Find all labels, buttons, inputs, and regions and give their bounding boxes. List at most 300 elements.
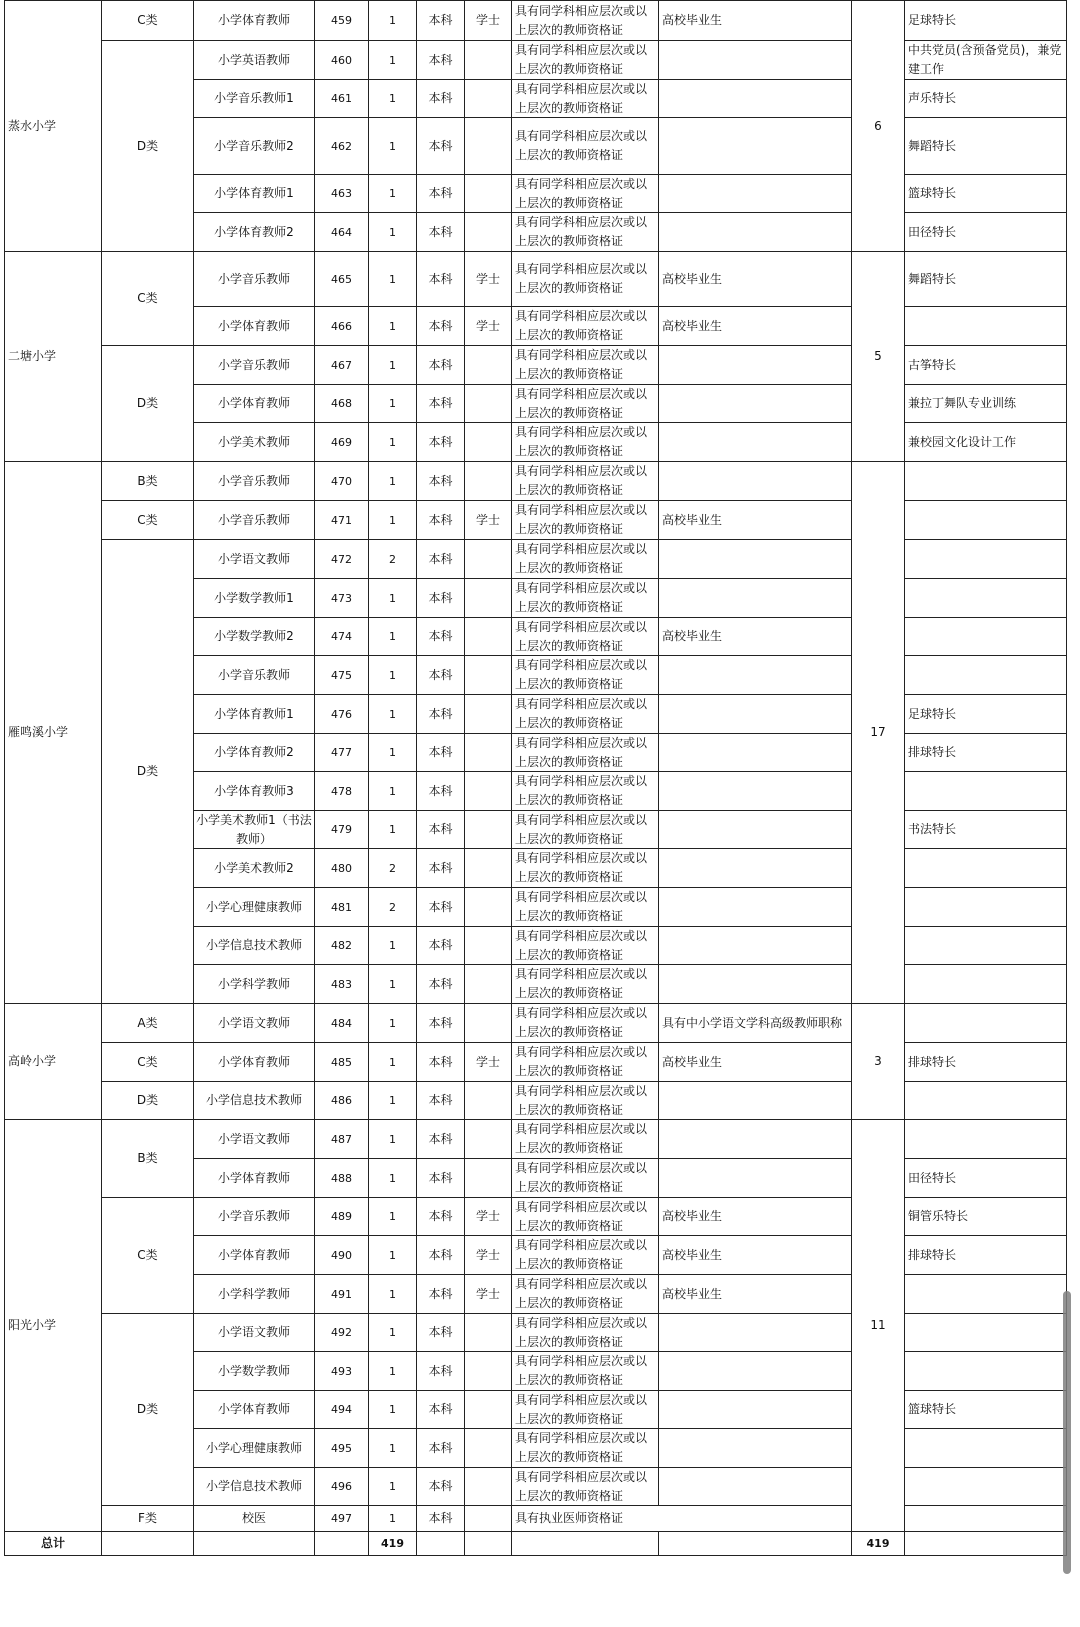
education-cell[interactable]: 本科: [416, 848, 465, 888]
other-requirement-cell[interactable]: [658, 771, 852, 811]
count-cell[interactable]: 1: [368, 1235, 417, 1275]
other-requirement-cell[interactable]: [658, 1119, 852, 1159]
degree-cell[interactable]: [464, 771, 512, 811]
remark-cell[interactable]: [904, 655, 1067, 695]
vertical-scrollbar[interactable]: [1063, 1291, 1071, 1574]
other-requirement-cell[interactable]: [658, 1467, 852, 1506]
position-cell[interactable]: 小学美术教师: [193, 422, 315, 462]
remark-cell[interactable]: [904, 1081, 1067, 1120]
code-cell[interactable]: 469: [314, 422, 369, 462]
remark-cell[interactable]: [904, 1467, 1067, 1506]
remark-cell[interactable]: 足球特长: [904, 0, 1067, 41]
other-requirement-cell[interactable]: [658, 733, 852, 772]
position-cell[interactable]: 小学信息技术教师: [193, 1467, 315, 1506]
code-cell[interactable]: 475: [314, 655, 369, 695]
qualification-cell[interactable]: 具有同学科相应层次或以上层次的教师资格证: [511, 733, 659, 772]
qualification-cell[interactable]: 具有同学科相应层次或以上层次的教师资格证: [511, 306, 659, 346]
education-cell[interactable]: 本科: [416, 79, 465, 118]
qualification-cell[interactable]: 具有同学科相应层次或以上层次的教师资格证: [511, 771, 659, 811]
code-cell[interactable]: 474: [314, 617, 369, 656]
remark-cell[interactable]: [904, 1505, 1067, 1532]
remark-cell[interactable]: 足球特长: [904, 694, 1067, 734]
position-cell[interactable]: 小学英语教师: [193, 40, 315, 80]
category-cell[interactable]: C类: [101, 1042, 194, 1082]
position-cell[interactable]: 小学体育教师: [193, 384, 315, 423]
qualification-cell[interactable]: 具有同学科相应层次或以上层次的教师资格证: [511, 1390, 659, 1429]
count-cell[interactable]: 1: [368, 306, 417, 346]
code-cell[interactable]: 493: [314, 1351, 369, 1391]
count-cell[interactable]: 1: [368, 578, 417, 618]
qualification-cell[interactable]: 具有同学科相应层次或以上层次的教师资格证: [511, 1003, 659, 1043]
count-cell[interactable]: 1: [368, 1505, 417, 1532]
other-requirement-cell[interactable]: 高校毕业生: [658, 500, 852, 540]
remark-cell[interactable]: [904, 1313, 1067, 1352]
education-cell[interactable]: 本科: [416, 578, 465, 618]
education-cell[interactable]: 本科: [416, 1235, 465, 1275]
other-requirement-cell[interactable]: [658, 1313, 852, 1352]
other-requirement-cell[interactable]: [658, 40, 852, 80]
qualification-cell[interactable]: 具有执业医师资格证: [511, 1505, 852, 1532]
education-cell[interactable]: 本科: [416, 422, 465, 462]
count-cell[interactable]: 1: [368, 733, 417, 772]
degree-cell[interactable]: 学士: [464, 1042, 512, 1082]
count-cell[interactable]: 1: [368, 1428, 417, 1468]
degree-cell[interactable]: [464, 655, 512, 695]
education-cell[interactable]: 本科: [416, 617, 465, 656]
degree-cell[interactable]: 学士: [464, 306, 512, 346]
position-cell[interactable]: 小学音乐教师: [193, 1197, 315, 1236]
code-cell[interactable]: 480: [314, 848, 369, 888]
degree-cell[interactable]: 学士: [464, 1274, 512, 1314]
position-cell[interactable]: 小学语文教师: [193, 1313, 315, 1352]
education-cell[interactable]: 本科: [416, 1081, 465, 1120]
code-cell[interactable]: 497: [314, 1505, 369, 1532]
code-cell[interactable]: 471: [314, 500, 369, 540]
code-cell[interactable]: 477: [314, 733, 369, 772]
education-cell[interactable]: 本科: [416, 1390, 465, 1429]
education-cell[interactable]: 本科: [416, 212, 465, 252]
remark-cell[interactable]: 田径特长: [904, 212, 1067, 252]
education-cell[interactable]: 本科: [416, 964, 465, 1004]
count-cell[interactable]: 1: [368, 694, 417, 734]
position-cell[interactable]: 小学信息技术教师: [193, 1081, 315, 1120]
count-cell[interactable]: 1: [368, 212, 417, 252]
count-cell[interactable]: 1: [368, 422, 417, 462]
remark-cell[interactable]: 舞蹈特长: [904, 117, 1067, 175]
education-cell[interactable]: 本科: [416, 1505, 465, 1532]
other-requirement-cell[interactable]: 高校毕业生: [658, 251, 852, 307]
qualification-cell[interactable]: 具有同学科相应层次或以上层次的教师资格证: [511, 384, 659, 423]
count-cell[interactable]: 1: [368, 384, 417, 423]
count-cell[interactable]: 1: [368, 1467, 417, 1506]
code-cell[interactable]: 460: [314, 40, 369, 80]
remark-cell[interactable]: [904, 578, 1067, 618]
education-cell[interactable]: 本科: [416, 1467, 465, 1506]
school-total-cell[interactable]: 11: [851, 1119, 905, 1532]
degree-cell[interactable]: [464, 1428, 512, 1468]
count-cell[interactable]: 1: [368, 500, 417, 540]
other-requirement-cell[interactable]: 高校毕业生: [658, 1042, 852, 1082]
remark-cell[interactable]: 排球特长: [904, 1235, 1067, 1275]
count-cell[interactable]: 2: [368, 887, 417, 927]
category-cell[interactable]: C类: [101, 0, 194, 41]
education-cell[interactable]: 本科: [416, 1119, 465, 1159]
position-cell[interactable]: 小学体育教师2: [193, 733, 315, 772]
qualification-cell[interactable]: 具有同学科相应层次或以上层次的教师资格证: [511, 1467, 659, 1506]
qualification-cell[interactable]: 具有同学科相应层次或以上层次的教师资格证: [511, 1081, 659, 1120]
qualification-cell[interactable]: 具有同学科相应层次或以上层次的教师资格证: [511, 40, 659, 80]
degree-cell[interactable]: [464, 1390, 512, 1429]
remark-cell[interactable]: [904, 771, 1067, 811]
education-cell[interactable]: 本科: [416, 1428, 465, 1468]
count-cell[interactable]: 1: [368, 617, 417, 656]
degree-cell[interactable]: 学士: [464, 251, 512, 307]
education-cell[interactable]: 本科: [416, 810, 465, 849]
remark-cell[interactable]: [904, 539, 1067, 579]
qualification-cell[interactable]: 具有同学科相应层次或以上层次的教师资格证: [511, 1042, 659, 1082]
other-requirement-cell[interactable]: 高校毕业生: [658, 1235, 852, 1275]
count-cell[interactable]: 1: [368, 174, 417, 213]
code-cell[interactable]: 459: [314, 0, 369, 41]
other-requirement-cell[interactable]: [658, 1428, 852, 1468]
qualification-cell[interactable]: 具有同学科相应层次或以上层次的教师资格证: [511, 79, 659, 118]
other-requirement-cell[interactable]: [658, 422, 852, 462]
remark-cell[interactable]: [904, 964, 1067, 1004]
position-cell[interactable]: 小学美术教师1（书法教师）: [193, 810, 315, 849]
other-requirement-cell[interactable]: [658, 345, 852, 385]
code-cell[interactable]: 494: [314, 1390, 369, 1429]
position-cell[interactable]: 小学音乐教师: [193, 251, 315, 307]
school-total-cell[interactable]: 5: [851, 251, 905, 462]
code-cell[interactable]: 486: [314, 1081, 369, 1120]
education-cell[interactable]: 本科: [416, 117, 465, 175]
category-cell[interactable]: B类: [101, 461, 194, 501]
position-cell[interactable]: 小学体育教师: [193, 1235, 315, 1275]
education-cell[interactable]: 本科: [416, 461, 465, 501]
degree-cell[interactable]: [464, 1505, 512, 1532]
remark-cell[interactable]: [904, 848, 1067, 888]
other-requirement-cell[interactable]: 高校毕业生: [658, 0, 852, 41]
degree-cell[interactable]: 学士: [464, 1197, 512, 1236]
degree-cell[interactable]: [464, 887, 512, 927]
education-cell[interactable]: 本科: [416, 926, 465, 965]
code-cell[interactable]: 476: [314, 694, 369, 734]
remark-cell[interactable]: 篮球特长: [904, 174, 1067, 213]
qualification-cell[interactable]: 具有同学科相应层次或以上层次的教师资格证: [511, 461, 659, 501]
qualification-cell[interactable]: 具有同学科相应层次或以上层次的教师资格证: [511, 810, 659, 849]
position-cell[interactable]: 小学科学教师: [193, 964, 315, 1004]
code-cell[interactable]: 463: [314, 174, 369, 213]
remark-cell[interactable]: [904, 887, 1067, 927]
count-cell[interactable]: 1: [368, 117, 417, 175]
count-cell[interactable]: 1: [368, 461, 417, 501]
other-requirement-cell[interactable]: [658, 848, 852, 888]
other-requirement-cell[interactable]: [658, 384, 852, 423]
qualification-cell[interactable]: 具有同学科相应层次或以上层次的教师资格证: [511, 500, 659, 540]
qualification-cell[interactable]: 具有同学科相应层次或以上层次的教师资格证: [511, 964, 659, 1004]
education-cell[interactable]: 本科: [416, 1003, 465, 1043]
education-cell[interactable]: 本科: [416, 771, 465, 811]
remark-cell[interactable]: [904, 1003, 1067, 1043]
school-name-cell[interactable]: 高岭小学: [4, 1003, 102, 1120]
education-cell[interactable]: 本科: [416, 694, 465, 734]
qualification-cell[interactable]: 具有同学科相应层次或以上层次的教师资格证: [511, 1313, 659, 1352]
count-cell[interactable]: 2: [368, 539, 417, 579]
education-cell[interactable]: 本科: [416, 251, 465, 307]
other-requirement-cell[interactable]: [658, 1158, 852, 1198]
category-cell[interactable]: B类: [101, 1119, 194, 1198]
position-cell[interactable]: 小学体育教师2: [193, 212, 315, 252]
remark-cell[interactable]: 古筝特长: [904, 345, 1067, 385]
qualification-cell[interactable]: 具有同学科相应层次或以上层次的教师资格证: [511, 1197, 659, 1236]
position-cell[interactable]: 小学语文教师: [193, 1003, 315, 1043]
other-requirement-cell[interactable]: 具有中小学语文学科高级教师职称: [658, 1003, 852, 1043]
position-cell[interactable]: 小学心理健康教师: [193, 887, 315, 927]
code-cell[interactable]: 481: [314, 887, 369, 927]
category-cell[interactable]: F类: [101, 1505, 194, 1532]
code-cell[interactable]: 465: [314, 251, 369, 307]
code-cell[interactable]: 489: [314, 1197, 369, 1236]
degree-cell[interactable]: [464, 40, 512, 80]
position-cell[interactable]: 小学体育教师: [193, 1158, 315, 1198]
school-total-cell[interactable]: 6: [851, 0, 905, 252]
count-cell[interactable]: 1: [368, 1390, 417, 1429]
qualification-cell[interactable]: 具有同学科相应层次或以上层次的教师资格证: [511, 926, 659, 965]
code-cell[interactable]: 485: [314, 1042, 369, 1082]
qualification-cell[interactable]: 具有同学科相应层次或以上层次的教师资格证: [511, 1428, 659, 1468]
degree-cell[interactable]: [464, 926, 512, 965]
count-cell[interactable]: 2: [368, 848, 417, 888]
position-cell[interactable]: 小学体育教师3: [193, 771, 315, 811]
school-name-cell[interactable]: 阳光小学: [4, 1119, 102, 1532]
count-cell[interactable]: 1: [368, 1197, 417, 1236]
category-cell[interactable]: D类: [101, 1313, 194, 1506]
education-cell[interactable]: 本科: [416, 1158, 465, 1198]
position-cell[interactable]: 小学音乐教师: [193, 345, 315, 385]
position-cell[interactable]: 小学体育教师: [193, 1390, 315, 1429]
other-requirement-cell[interactable]: [658, 1351, 852, 1391]
other-requirement-cell[interactable]: [658, 79, 852, 118]
count-cell[interactable]: 1: [368, 1158, 417, 1198]
position-cell[interactable]: 小学语文教师: [193, 1119, 315, 1159]
count-cell[interactable]: 1: [368, 771, 417, 811]
position-cell[interactable]: 小学心理健康教师: [193, 1428, 315, 1468]
other-requirement-cell[interactable]: [658, 461, 852, 501]
code-cell[interactable]: 461: [314, 79, 369, 118]
other-requirement-cell[interactable]: [658, 1081, 852, 1120]
code-cell[interactable]: 492: [314, 1313, 369, 1352]
code-cell[interactable]: 462: [314, 117, 369, 175]
qualification-cell[interactable]: 具有同学科相应层次或以上层次的教师资格证: [511, 117, 659, 175]
qualification-cell[interactable]: 具有同学科相应层次或以上层次的教师资格证: [511, 655, 659, 695]
qualification-cell[interactable]: 具有同学科相应层次或以上层次的教师资格证: [511, 1351, 659, 1391]
remark-cell[interactable]: [904, 1274, 1067, 1314]
education-cell[interactable]: 本科: [416, 0, 465, 41]
code-cell[interactable]: 468: [314, 384, 369, 423]
qualification-cell[interactable]: 具有同学科相应层次或以上层次的教师资格证: [511, 694, 659, 734]
count-cell[interactable]: 1: [368, 1313, 417, 1352]
qualification-cell[interactable]: 具有同学科相应层次或以上层次的教师资格证: [511, 1158, 659, 1198]
degree-cell[interactable]: [464, 1119, 512, 1159]
other-requirement-cell[interactable]: [658, 694, 852, 734]
education-cell[interactable]: 本科: [416, 174, 465, 213]
remark-cell[interactable]: 书法特长: [904, 810, 1067, 849]
remark-cell[interactable]: [904, 617, 1067, 656]
count-cell[interactable]: 1: [368, 964, 417, 1004]
degree-cell[interactable]: [464, 694, 512, 734]
code-cell[interactable]: 466: [314, 306, 369, 346]
count-cell[interactable]: 1: [368, 655, 417, 695]
degree-cell[interactable]: 学士: [464, 500, 512, 540]
remark-cell[interactable]: [904, 461, 1067, 501]
degree-cell[interactable]: [464, 461, 512, 501]
school-name-cell[interactable]: 蒸水小学: [4, 0, 102, 252]
other-requirement-cell[interactable]: [658, 887, 852, 927]
degree-cell[interactable]: [464, 79, 512, 118]
remark-cell[interactable]: [904, 1119, 1067, 1159]
qualification-cell[interactable]: 具有同学科相应层次或以上层次的教师资格证: [511, 848, 659, 888]
position-cell[interactable]: 小学数学教师: [193, 1351, 315, 1391]
degree-cell[interactable]: [464, 1351, 512, 1391]
other-requirement-cell[interactable]: 高校毕业生: [658, 617, 852, 656]
degree-cell[interactable]: [464, 212, 512, 252]
count-cell[interactable]: 1: [368, 1081, 417, 1120]
degree-cell[interactable]: [464, 384, 512, 423]
count-cell[interactable]: 1: [368, 926, 417, 965]
position-cell[interactable]: 小学科学教师: [193, 1274, 315, 1314]
position-cell[interactable]: 小学音乐教师: [193, 461, 315, 501]
remark-cell[interactable]: [904, 926, 1067, 965]
count-cell[interactable]: 1: [368, 345, 417, 385]
remark-cell[interactable]: [904, 500, 1067, 540]
position-cell[interactable]: 小学音乐教师: [193, 655, 315, 695]
degree-cell[interactable]: [464, 617, 512, 656]
degree-cell[interactable]: [464, 174, 512, 213]
degree-cell[interactable]: 学士: [464, 1235, 512, 1275]
other-requirement-cell[interactable]: [658, 174, 852, 213]
other-requirement-cell[interactable]: [658, 117, 852, 175]
category-cell[interactable]: D类: [101, 539, 194, 1004]
count-cell[interactable]: 1: [368, 1274, 417, 1314]
education-cell[interactable]: 本科: [416, 887, 465, 927]
qualification-cell[interactable]: 具有同学科相应层次或以上层次的教师资格证: [511, 617, 659, 656]
qualification-cell[interactable]: 具有同学科相应层次或以上层次的教师资格证: [511, 251, 659, 307]
education-cell[interactable]: 本科: [416, 306, 465, 346]
remark-cell[interactable]: 篮球特长: [904, 1390, 1067, 1429]
qualification-cell[interactable]: 具有同学科相应层次或以上层次的教师资格证: [511, 212, 659, 252]
position-cell[interactable]: 小学信息技术教师: [193, 926, 315, 965]
other-requirement-cell[interactable]: 高校毕业生: [658, 1197, 852, 1236]
category-cell[interactable]: D类: [101, 40, 194, 252]
position-cell[interactable]: 小学体育教师1: [193, 694, 315, 734]
code-cell[interactable]: 483: [314, 964, 369, 1004]
degree-cell[interactable]: [464, 1313, 512, 1352]
other-requirement-cell[interactable]: [658, 964, 852, 1004]
count-cell[interactable]: 1: [368, 251, 417, 307]
education-cell[interactable]: 本科: [416, 1197, 465, 1236]
position-cell[interactable]: 小学音乐教师: [193, 500, 315, 540]
qualification-cell[interactable]: 具有同学科相应层次或以上层次的教师资格证: [511, 1235, 659, 1275]
other-requirement-cell[interactable]: [658, 539, 852, 579]
degree-cell[interactable]: [464, 1081, 512, 1120]
count-cell[interactable]: 1: [368, 1042, 417, 1082]
category-cell[interactable]: C类: [101, 1197, 194, 1314]
category-cell[interactable]: C类: [101, 251, 194, 346]
qualification-cell[interactable]: 具有同学科相应层次或以上层次的教师资格证: [511, 887, 659, 927]
degree-cell[interactable]: [464, 539, 512, 579]
count-cell[interactable]: 1: [368, 40, 417, 80]
code-cell[interactable]: 470: [314, 461, 369, 501]
count-cell[interactable]: 1: [368, 0, 417, 41]
degree-cell[interactable]: [464, 1003, 512, 1043]
other-requirement-cell[interactable]: [658, 1390, 852, 1429]
position-cell[interactable]: 小学体育教师: [193, 306, 315, 346]
remark-cell[interactable]: [904, 1351, 1067, 1391]
code-cell[interactable]: 479: [314, 810, 369, 849]
code-cell[interactable]: 473: [314, 578, 369, 618]
code-cell[interactable]: 472: [314, 539, 369, 579]
category-cell[interactable]: C类: [101, 500, 194, 540]
qualification-cell[interactable]: 具有同学科相应层次或以上层次的教师资格证: [511, 345, 659, 385]
other-requirement-cell[interactable]: 高校毕业生: [658, 1274, 852, 1314]
code-cell[interactable]: 488: [314, 1158, 369, 1198]
education-cell[interactable]: 本科: [416, 1042, 465, 1082]
other-requirement-cell[interactable]: [658, 578, 852, 618]
degree-cell[interactable]: [464, 848, 512, 888]
degree-cell[interactable]: [464, 810, 512, 849]
remark-cell[interactable]: [904, 1428, 1067, 1468]
position-cell[interactable]: 小学美术教师2: [193, 848, 315, 888]
degree-cell[interactable]: [464, 733, 512, 772]
other-requirement-cell[interactable]: [658, 810, 852, 849]
degree-cell[interactable]: [464, 1467, 512, 1506]
qualification-cell[interactable]: 具有同学科相应层次或以上层次的教师资格证: [511, 539, 659, 579]
education-cell[interactable]: 本科: [416, 345, 465, 385]
remark-cell[interactable]: 兼拉丁舞队专业训练: [904, 384, 1067, 423]
other-requirement-cell[interactable]: [658, 655, 852, 695]
remark-cell[interactable]: 舞蹈特长: [904, 251, 1067, 307]
position-cell[interactable]: 小学音乐教师1: [193, 79, 315, 118]
other-requirement-cell[interactable]: [658, 926, 852, 965]
code-cell[interactable]: 487: [314, 1119, 369, 1159]
qualification-cell[interactable]: 具有同学科相应层次或以上层次的教师资格证: [511, 1119, 659, 1159]
count-cell[interactable]: 1: [368, 1003, 417, 1043]
position-cell[interactable]: 小学体育教师: [193, 1042, 315, 1082]
education-cell[interactable]: 本科: [416, 40, 465, 80]
degree-cell[interactable]: [464, 117, 512, 175]
school-name-cell[interactable]: 雁鸣溪小学: [4, 461, 102, 1004]
degree-cell[interactable]: [464, 345, 512, 385]
count-cell[interactable]: 1: [368, 79, 417, 118]
remark-cell[interactable]: 铜管乐特长: [904, 1197, 1067, 1236]
position-cell[interactable]: 小学体育教师: [193, 0, 315, 41]
education-cell[interactable]: 本科: [416, 733, 465, 772]
education-cell[interactable]: 本科: [416, 1274, 465, 1314]
position-cell[interactable]: 小学体育教师1: [193, 174, 315, 213]
other-requirement-cell[interactable]: 高校毕业生: [658, 306, 852, 346]
degree-cell[interactable]: [464, 422, 512, 462]
education-cell[interactable]: 本科: [416, 655, 465, 695]
degree-cell[interactable]: [464, 1158, 512, 1198]
remark-cell[interactable]: 排球特长: [904, 1042, 1067, 1082]
code-cell[interactable]: 490: [314, 1235, 369, 1275]
qualification-cell[interactable]: 具有同学科相应层次或以上层次的教师资格证: [511, 578, 659, 618]
code-cell[interactable]: 467: [314, 345, 369, 385]
education-cell[interactable]: 本科: [416, 500, 465, 540]
count-cell[interactable]: 1: [368, 1351, 417, 1391]
position-cell[interactable]: 小学语文教师: [193, 539, 315, 579]
position-cell[interactable]: 小学音乐教师2: [193, 117, 315, 175]
